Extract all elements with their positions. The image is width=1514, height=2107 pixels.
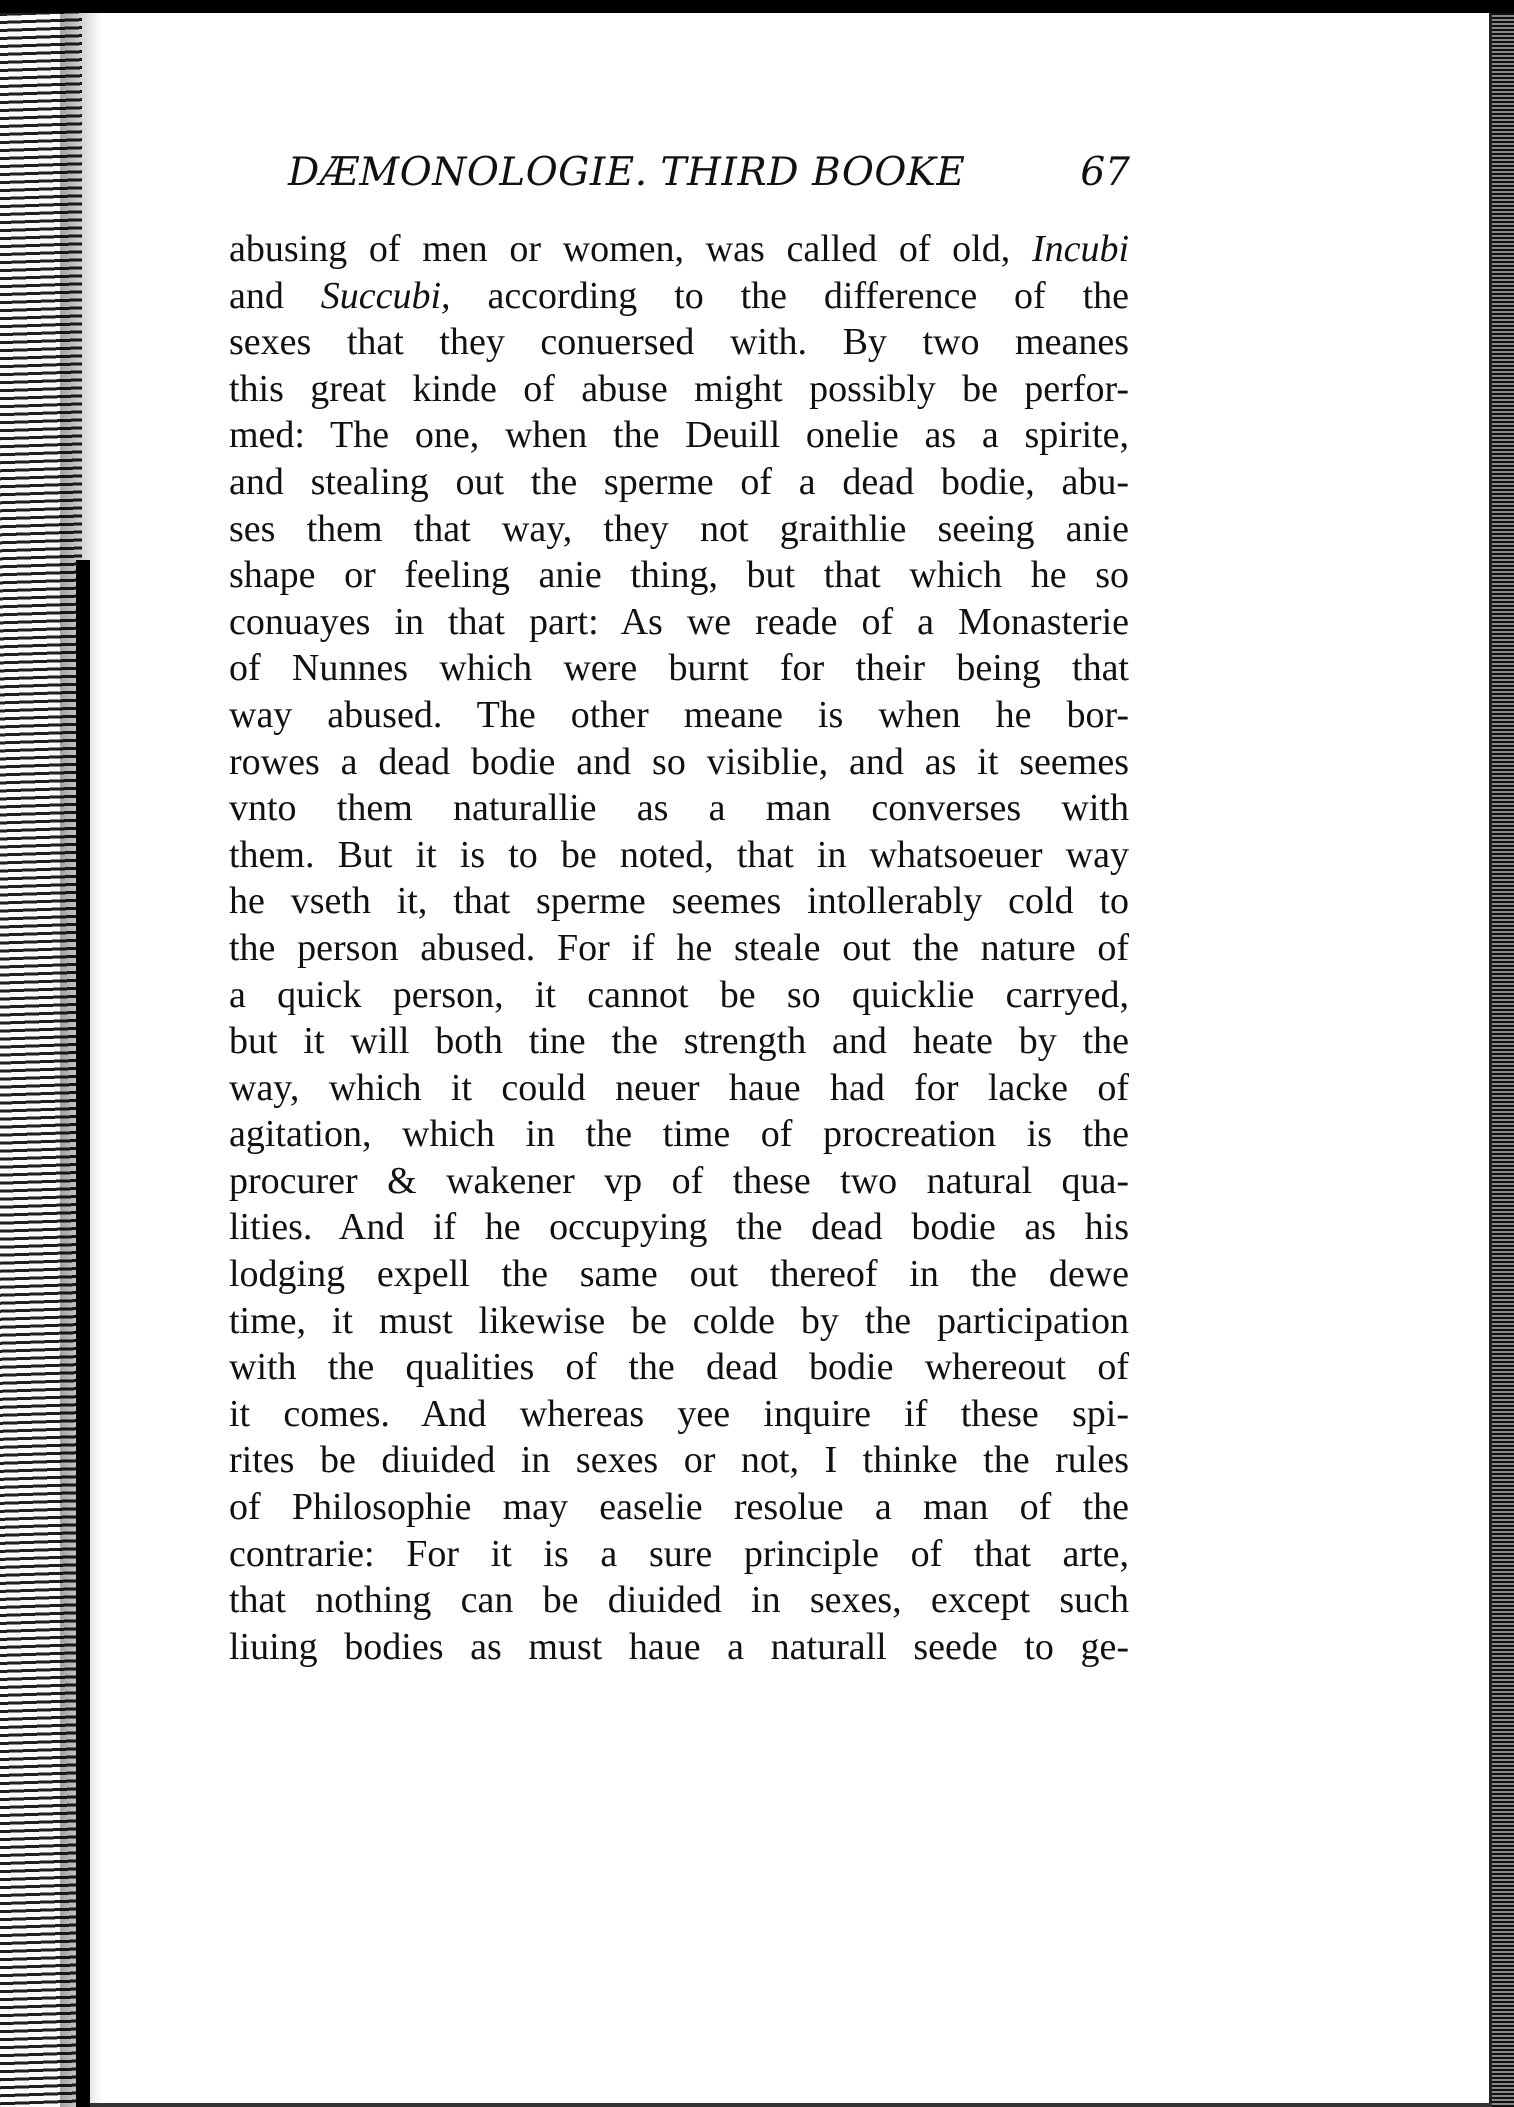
text-line: them. But it is to be noted, that in whatsoeuer way (229, 833, 1129, 876)
gutter-shadow (60, 13, 120, 2107)
running-title: DÆMONOLOGIE. THIRD BOOKE (288, 150, 966, 195)
text-line: way, which it could neuer haue had for lacke of (229, 1066, 1129, 1109)
text-line: lities. And if he occupying the dead bodie as his (229, 1206, 1129, 1249)
text-line: but it will both tine the strength and heate by the (229, 1020, 1129, 1063)
text-line: of Philosophie may easelie resolue a man of the (229, 1486, 1129, 1529)
book-spine (76, 560, 90, 2107)
text-line: of Nunnes which were burnt for their being that (229, 647, 1129, 690)
italic-term-incubi: Incubi (1031, 228, 1129, 270)
text-line: this great kinde of abuse might possibly be perfor- (229, 367, 1129, 410)
page-bottom-edge (90, 2103, 1492, 2107)
text-line: agitation, which in the time of procreation is the (229, 1113, 1129, 1156)
italic-term-succubi: Succubi, (320, 274, 451, 317)
text-line: lodging expell the same out thereof in the dewe (229, 1253, 1129, 1296)
text-line: way abused. The other meane is when he bor- (229, 693, 1129, 736)
text-line: med: The one, when the Deuill onelie as a spirite, (229, 414, 1129, 457)
text-line: and stealing out the sperme of a dead bodie, abu- (229, 460, 1129, 503)
text-line: and Succubi, according to the difference of the (229, 274, 1129, 317)
page-number: 67 (1080, 150, 1130, 195)
text-line: it comes. And whereas yee inquire if these spi- (229, 1392, 1129, 1435)
text-line: sexes that they conuersed with. By two meanes (229, 321, 1129, 364)
text-line: he vseth it, that sperme seemes intollerably cold to (229, 880, 1129, 923)
text-line: time, it must likewise be colde by the participation (229, 1299, 1129, 1342)
text-line: vnto them naturallie as a man converses with (229, 787, 1129, 830)
text-line: procurer & wakener vp of these two natural qua- (229, 1159, 1129, 1202)
text-line: contrarie: For it is a sure principle of that arte, (229, 1532, 1129, 1575)
text-line: liuing bodies as must haue a naturall seede to ge- (229, 1625, 1129, 1668)
page-stack-edge-right (1492, 13, 1514, 2107)
text-line: shape or feeling anie thing, but that which he so (229, 554, 1129, 597)
text-line: the person abused. For if he steale out the nature of (229, 926, 1129, 969)
text-line: ses them that way, they not graithlie seeing anie (229, 507, 1129, 550)
text-line: that nothing can be diuided in sexes, except such (229, 1579, 1129, 1622)
text-line: with the qualities of the dead bodie whereout of (229, 1346, 1129, 1389)
body-text (229, 226, 1129, 1686)
text-line: abusing of men or women, was called of old, Incubi (229, 228, 1129, 270)
text-line: a quick person, it cannot be so quicklie carryed, (229, 973, 1129, 1016)
text-line: rowes a dead bodie and so visiblie, and as it seemes (229, 740, 1129, 783)
text-line: rites be diuided in sexes or not, I thinke the rules (229, 1439, 1129, 1482)
text-line: conuayes in that part: As we reade of a Monasterie (229, 600, 1129, 643)
running-header (288, 150, 1138, 210)
scan-top-border (0, 0, 1514, 13)
